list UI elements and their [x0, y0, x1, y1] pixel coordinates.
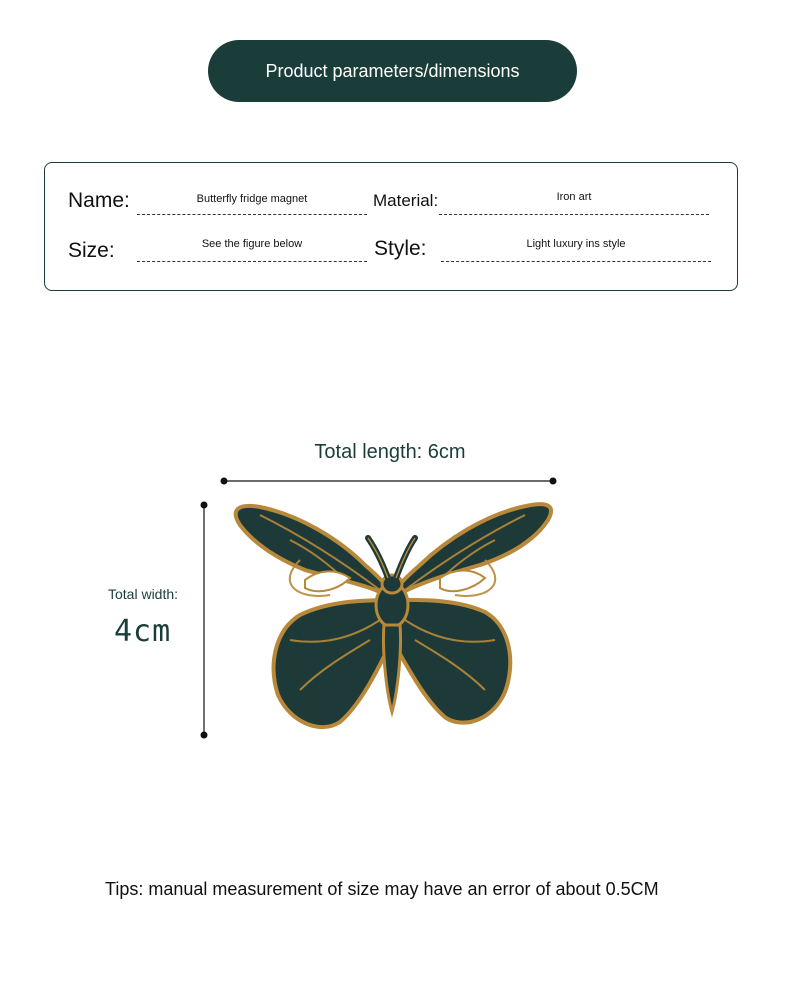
style-value: Light luxury ins style: [526, 238, 626, 250]
name-label: Name:: [68, 189, 130, 212]
size-label: Size:: [68, 239, 115, 262]
material-label: Material:: [373, 191, 439, 210]
style-label: Style:: [374, 237, 427, 260]
total-length-label: Total length: 6cm: [314, 441, 466, 463]
header-title: Product parameters/dimensions: [265, 60, 520, 81]
total-width-value: 4cm: [114, 614, 172, 649]
total-width-label: Total width:: [108, 586, 179, 602]
tips-text: Tips: manual measurement of size may have an error of about 0.5CM: [105, 879, 659, 899]
name-value: Butterfly fridge magnet: [196, 193, 308, 205]
size-value: See the figure below: [201, 238, 303, 250]
material-value: Iron art: [556, 191, 592, 203]
